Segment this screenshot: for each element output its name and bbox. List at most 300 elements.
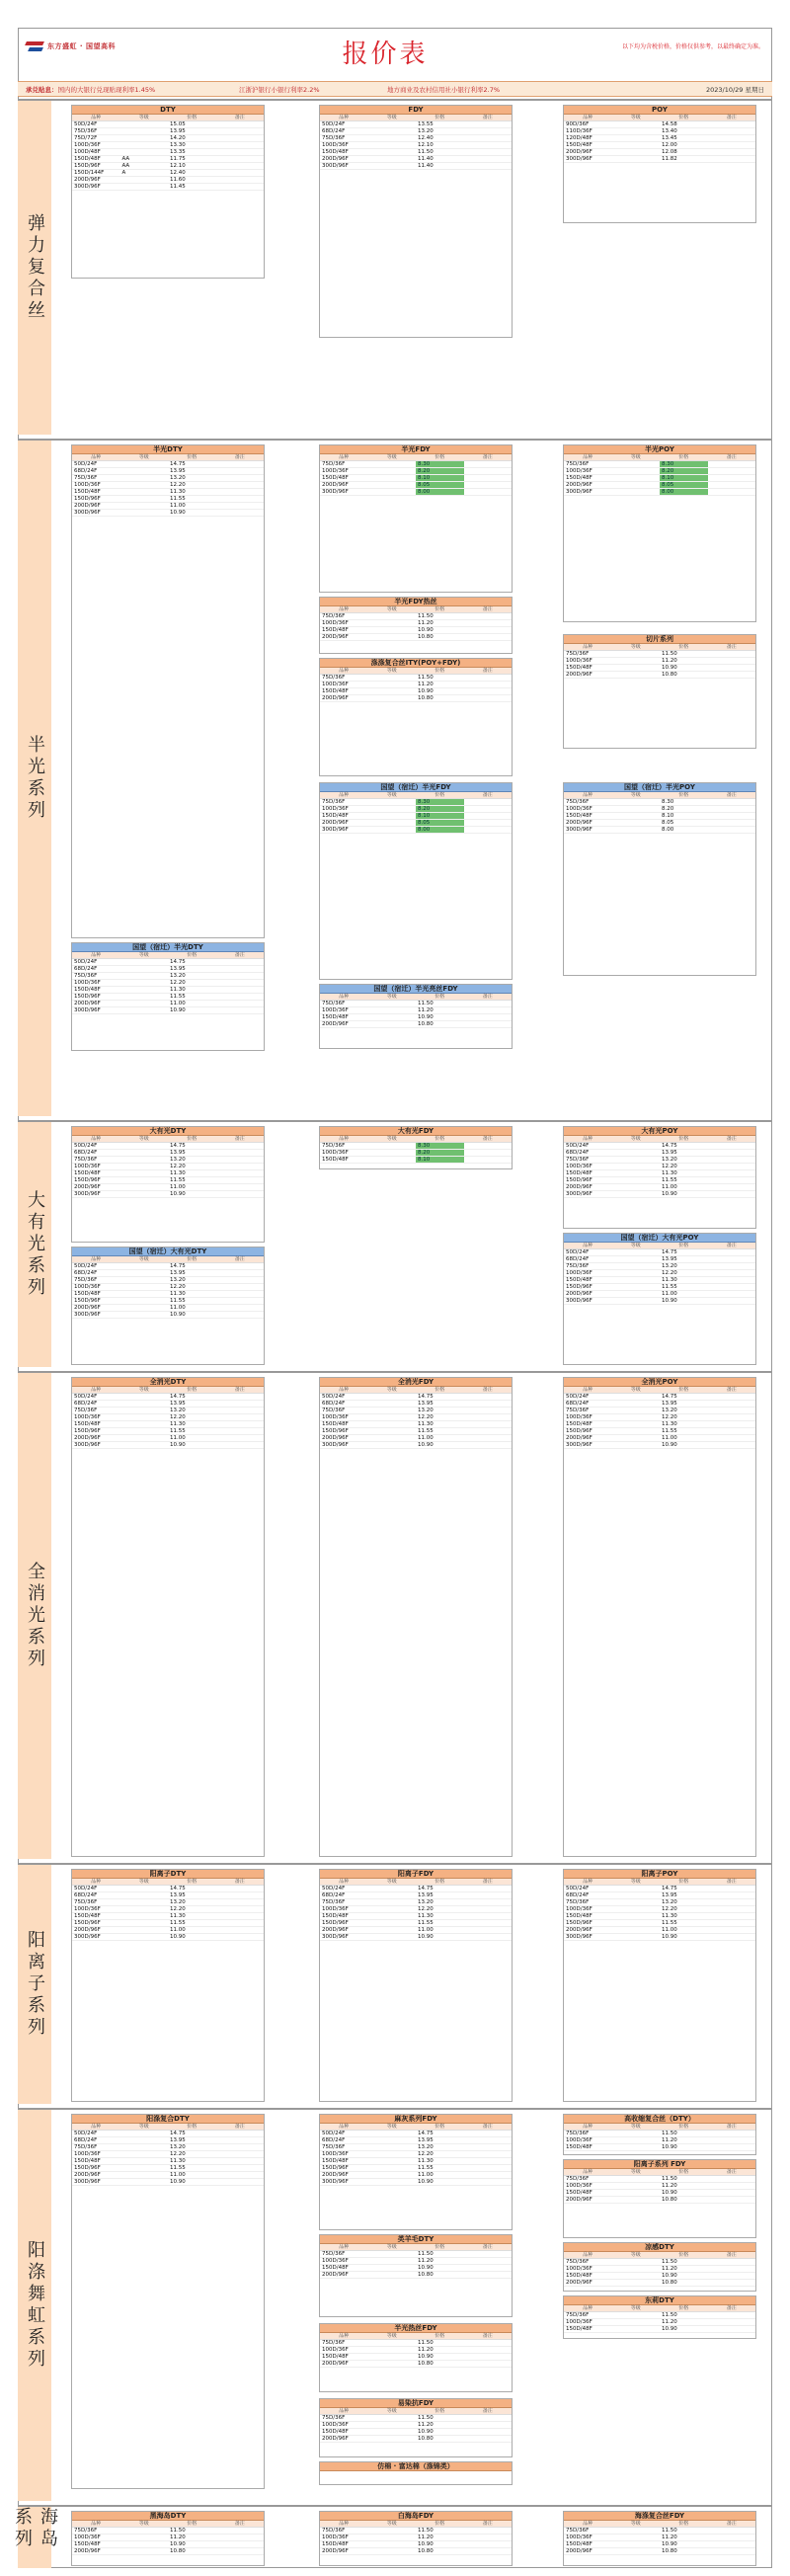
- cell-spec: 50D/24F: [74, 121, 98, 127]
- cell-spec: 200D/96F: [566, 1435, 592, 1441]
- cell-price: 11.55: [170, 1298, 186, 1304]
- cell-note: [216, 496, 265, 502]
- cell-note: [708, 651, 756, 657]
- cell-price: 11.50: [418, 2251, 434, 2257]
- cell-grade: [368, 695, 417, 701]
- cell-grade: [368, 2172, 417, 2178]
- table-row: [564, 1414, 755, 1421]
- cell-spec: 200D/96F: [322, 2361, 349, 2367]
- cell-grade: [120, 121, 169, 127]
- panel-title: 国望（宿迁）大有光POY: [564, 1234, 755, 1243]
- col-price: 价格: [678, 454, 689, 460]
- col-price: 价格: [678, 2252, 689, 2258]
- table-row: [564, 1277, 755, 1284]
- table-row: [320, 827, 512, 834]
- col-spec: 品种: [583, 1136, 593, 1142]
- cell-note: [708, 1270, 756, 1276]
- table-row: [320, 163, 512, 170]
- col-price: 价格: [678, 644, 689, 650]
- cell-note: [464, 1920, 513, 1926]
- cell-spec: 100D/36F: [322, 1007, 349, 1013]
- table-row: [564, 1263, 755, 1270]
- cell-price: 11.50: [662, 2259, 677, 2265]
- cell-spec: 50D/24F: [566, 1143, 590, 1149]
- cell-note: [464, 2158, 513, 2164]
- cell-grade: [612, 1428, 661, 1434]
- column-header: [564, 2252, 755, 2259]
- col-grade: 等级: [630, 1879, 641, 1885]
- table-row: [320, 1934, 512, 1941]
- cell-price: 11.00: [662, 1927, 677, 1933]
- cell-price: 12.10: [418, 142, 434, 148]
- table-row: [72, 2548, 264, 2555]
- panel-title: 大有光DTY: [72, 1127, 264, 1136]
- cell-spec: 200D/96F: [74, 1184, 101, 1190]
- cell-spec: 150D/96F: [566, 1428, 592, 1434]
- cell-note: [464, 142, 513, 148]
- cell-price: 14.75: [170, 959, 186, 965]
- cell-grade: [368, 2165, 417, 2171]
- cell-note: [708, 1920, 756, 1926]
- cell-price: 12.20: [418, 1414, 434, 1420]
- table-row: [564, 1164, 755, 1170]
- panel-title: 国望（宿迁）半光FDY: [320, 783, 512, 792]
- cell-note: [216, 1184, 265, 1190]
- cell-note: [708, 2535, 756, 2540]
- cell-spec: 100D/36F: [566, 1906, 592, 1912]
- cell-note: [216, 489, 265, 495]
- cell-grade: [120, 1927, 169, 1933]
- table-row: [72, 1291, 264, 1298]
- table-row: [320, 2422, 512, 2429]
- panel-title: 大有光FDY: [320, 1127, 512, 1136]
- cell-grade: [612, 1934, 661, 1940]
- cell-spec: 200D/96F: [322, 482, 349, 488]
- col-price: 价格: [187, 952, 198, 958]
- price-panel-gw_semi_dty: [71, 942, 265, 1051]
- col-grade: 等级: [630, 1387, 641, 1393]
- table-row: [72, 170, 264, 177]
- table-row: [320, 2541, 512, 2548]
- cell-grade: [612, 1164, 661, 1169]
- col-spec: 品种: [339, 454, 350, 460]
- cell-note: [216, 1191, 265, 1197]
- cell-grade: [368, 1408, 417, 1413]
- cell-spec: 150D/96F: [322, 1920, 349, 1926]
- cell-spec: 75D/36F: [566, 1408, 590, 1413]
- table-row: [564, 1170, 755, 1177]
- cell-spec: 150D/96F: [74, 994, 101, 1000]
- table-row: [72, 1191, 264, 1198]
- cell-note: [708, 806, 756, 812]
- cell-price: 15.05: [170, 121, 186, 127]
- panel-title: 国望（宿迁）半光DTY: [72, 943, 264, 952]
- cell-grade: [120, 1920, 169, 1926]
- cell-note: [708, 1886, 756, 1892]
- cell-price: 10.90: [662, 2273, 677, 2279]
- cell-price: 13.95: [170, 1892, 186, 1898]
- column-header: [320, 792, 512, 799]
- column-header: [320, 2124, 512, 2131]
- cell-note: [216, 1442, 265, 1448]
- cell-note: [216, 2172, 265, 2178]
- cell-price: 13.20: [418, 128, 434, 134]
- table-row: [320, 688, 512, 695]
- table-row: [72, 1892, 264, 1899]
- cell-spec: 150D/48F: [566, 2326, 592, 2332]
- cell-spec: 75D/36F: [74, 1408, 98, 1413]
- table-row: [72, 489, 264, 496]
- cell-grade: [612, 651, 661, 657]
- cell-note: [708, 1284, 756, 1290]
- table-row: [320, 2158, 512, 2165]
- cell-spec: 90D/36F: [566, 121, 590, 127]
- cell-grade: [612, 1191, 661, 1197]
- cell-price: 11.30: [170, 1170, 186, 1176]
- cell-price: 8.00: [660, 489, 708, 495]
- cell-note: [708, 1298, 756, 1304]
- cell-note: [708, 1892, 756, 1898]
- cell-price: 14.58: [662, 121, 677, 127]
- cell-grade: [368, 2265, 417, 2271]
- table-row: [72, 2165, 264, 2172]
- section-4: [18, 1863, 772, 2104]
- cell-grade: [120, 994, 169, 1000]
- cell-grade: [612, 1408, 661, 1413]
- cell-grade: [120, 959, 169, 965]
- cell-spec: 100D/36F: [566, 806, 592, 812]
- cell-spec: 68D/24F: [566, 1892, 590, 1898]
- cell-spec: 300D/96F: [566, 827, 592, 833]
- cell-grade: [612, 482, 661, 488]
- cell-price: 11.55: [170, 2165, 186, 2171]
- cell-spec: 75D/36F: [566, 2528, 590, 2534]
- cell-spec: 75D/36F: [322, 2528, 346, 2534]
- col-spec: 品种: [91, 952, 102, 958]
- cell-grade: [120, 1284, 169, 1290]
- table-row: [320, 1927, 512, 1934]
- cell-note: [216, 2151, 265, 2157]
- cell-note: [464, 1014, 513, 1020]
- cell-price: 11.30: [662, 1421, 677, 1427]
- panel-title: 仿棉 · 富达棉（涤锦类）: [320, 2462, 512, 2471]
- cell-price: 12.20: [170, 1414, 186, 1420]
- table-row: [564, 121, 755, 128]
- column-header: [320, 994, 512, 1001]
- cell-grade: [612, 1927, 661, 1933]
- cell-grade: [612, 1421, 661, 1427]
- cell-spec: 300D/96F: [74, 2179, 101, 2185]
- cell-spec: 68D/24F: [74, 2137, 98, 2143]
- table-row: [320, 1408, 512, 1414]
- table-row: [72, 2535, 264, 2541]
- cell-spec: 200D/96F: [566, 482, 592, 488]
- discount-info-bar: [18, 81, 772, 97]
- cell-spec: 150D/48F: [74, 156, 101, 162]
- col-price: 价格: [678, 1136, 689, 1142]
- cell-spec: 100D/36F: [74, 1284, 101, 1290]
- table-row: [72, 468, 264, 475]
- cell-spec: 100D/36F: [566, 2535, 592, 2540]
- section-6: [12, 2505, 772, 2568]
- price-notice: 以下均为含税价格，价格仅供参考，以最终确定为准。: [621, 43, 764, 50]
- cell-price: 8.20: [416, 806, 464, 812]
- cell-spec: 100D/36F: [566, 1270, 592, 1276]
- cell-spec: 50D/24F: [74, 461, 98, 467]
- table-row: [564, 142, 755, 149]
- col-spec: 品种: [91, 454, 102, 460]
- table-row: [72, 1150, 264, 1157]
- cell-note: [464, 1913, 513, 1919]
- cell-price: 13.20: [418, 1899, 434, 1905]
- cell-grade: [612, 2312, 661, 2318]
- table-row: [564, 1249, 755, 1256]
- panel-title: 易染抗FDY: [320, 2399, 512, 2408]
- price-panel-full_poy: [563, 1377, 756, 1857]
- cell-spec: 300D/96F: [566, 489, 592, 495]
- cell-price: 14.75: [170, 1263, 186, 1269]
- cell-note: [708, 1277, 756, 1283]
- cell-price: 8.05: [662, 820, 674, 826]
- cell-spec: 100D/36F: [322, 806, 349, 812]
- cell-grade: [368, 2272, 417, 2278]
- column-header: [564, 644, 755, 651]
- section-label-text: 弹力复合丝: [25, 213, 45, 322]
- cell-grade: [368, 627, 417, 633]
- cell-grade: [120, 966, 169, 972]
- cell-note: [216, 2131, 265, 2136]
- cell-grade: [612, 2548, 661, 2554]
- table-row: [72, 987, 264, 994]
- cell-grade: [368, 2144, 417, 2150]
- table-row: [320, 2535, 512, 2541]
- cell-spec: 200D/96F: [566, 2548, 592, 2554]
- price-panel-gw_semi_fdy_hot: [319, 984, 513, 1049]
- col-note: 备注: [726, 1387, 737, 1393]
- cell-spec: 100D/36F: [566, 468, 592, 474]
- cell-price: 13.95: [662, 1150, 677, 1156]
- col-grade: 等级: [630, 1243, 641, 1248]
- col-spec: 品种: [583, 2252, 593, 2258]
- table-row: [72, 1934, 264, 1941]
- cell-price: 13.20: [170, 973, 186, 979]
- table-row: [564, 2280, 755, 2287]
- table-row: [72, 121, 264, 128]
- cell-spec: 300D/96F: [74, 1007, 101, 1013]
- table-row: [72, 496, 264, 503]
- cell-note: [464, 2137, 513, 2143]
- cell-price: 13.95: [662, 1256, 677, 1262]
- price-panel-gw_bright_poy: [563, 1233, 756, 1365]
- cell-note: [216, 142, 265, 148]
- col-spec: 品种: [91, 115, 102, 121]
- cell-price: 10.90: [418, 2429, 434, 2435]
- cell-price: 12.20: [418, 2151, 434, 2157]
- cell-note: [708, 2280, 756, 2286]
- col-note: 备注: [726, 792, 737, 798]
- table-row: [72, 461, 264, 468]
- column-header: [564, 2521, 755, 2528]
- table-row: [564, 1435, 755, 1442]
- table-row: [564, 1428, 755, 1435]
- table-row: [564, 1184, 755, 1191]
- cell-grade: [368, 2361, 417, 2367]
- table-row: [564, 2259, 755, 2266]
- cell-price: 8.20: [660, 468, 708, 474]
- cell-note: [708, 1899, 756, 1905]
- table-row: [72, 1435, 264, 1442]
- table-row: [320, 2361, 512, 2368]
- col-price: 价格: [434, 454, 445, 460]
- table-row: [320, 682, 512, 688]
- cell-note: [216, 1284, 265, 1290]
- section-5: [18, 2108, 772, 2501]
- table-row: [320, 1428, 512, 1435]
- cell-price: 13.20: [418, 2144, 434, 2150]
- cell-note: [464, 128, 513, 134]
- cell-spec: 150D/48F: [322, 2541, 349, 2547]
- cell-spec: 200D/96F: [322, 1927, 349, 1933]
- cell-spec: 300D/96F: [322, 827, 349, 833]
- cell-note: [464, 1899, 513, 1905]
- cell-price: 11.20: [418, 682, 434, 687]
- cell-spec: 100D/36F: [74, 1164, 101, 1169]
- cell-note: [216, 2144, 265, 2150]
- col-note: 备注: [726, 115, 737, 121]
- cell-price: 11.20: [662, 658, 677, 664]
- report-date: 2023/10/29 星期日: [705, 85, 764, 94]
- cell-grade: [612, 1435, 661, 1441]
- column-header: [72, 2521, 264, 2528]
- cell-grade: [612, 475, 661, 481]
- cell-note: [708, 2144, 756, 2150]
- cell-grade: [120, 1298, 169, 1304]
- panel-title: 半光FDY热丝: [320, 598, 512, 606]
- cell-note: [216, 1277, 265, 1283]
- cell-price: 10.90: [662, 1442, 677, 1448]
- cell-price: 11.30: [418, 2158, 434, 2164]
- table-row: [564, 1291, 755, 1298]
- cell-spec: 68D/24F: [74, 966, 98, 972]
- col-spec: 品种: [583, 792, 593, 798]
- cell-spec: 150D/48F: [322, 475, 349, 481]
- cell-spec: 75D/36F: [566, 2259, 590, 2265]
- col-note: 备注: [234, 454, 245, 460]
- cell-grade: [612, 2131, 661, 2136]
- cell-price: 14.20: [170, 135, 186, 141]
- table-row: [72, 482, 264, 489]
- cell-grade: [612, 2176, 661, 2182]
- table-row: [320, 2172, 512, 2179]
- cell-grade: [120, 135, 169, 141]
- table-row: [320, 1913, 512, 1920]
- info-big-bank: 承兑贴息：国内的大银行兑现贴现利率1.45%: [26, 85, 156, 94]
- table-row: [320, 1001, 512, 1007]
- cell-spec: 100D/48F: [74, 149, 101, 155]
- cell-price: 13.20: [418, 1408, 434, 1413]
- price-panel-semi_fdy: [319, 444, 513, 593]
- cell-price: 8.30: [660, 461, 708, 467]
- cell-note: [216, 177, 265, 183]
- table-row: [564, 806, 755, 813]
- cell-grade: [368, 156, 417, 162]
- cell-note: [708, 813, 756, 819]
- cell-note: [464, 827, 513, 833]
- cell-spec: 75D/36F: [566, 799, 590, 805]
- col-price: 价格: [678, 2521, 689, 2527]
- table-row: [72, 177, 264, 184]
- cell-price: 11.00: [170, 1305, 186, 1311]
- cell-grade: [120, 2131, 169, 2136]
- cell-grade: [120, 2528, 169, 2534]
- cell-note: [216, 170, 265, 176]
- cell-price: 13.20: [662, 1263, 677, 1269]
- table-row: [72, 128, 264, 135]
- cell-grade: [120, 142, 169, 148]
- col-spec: 品种: [339, 2521, 350, 2527]
- cell-spec: 200D/96F: [566, 1184, 592, 1190]
- cell-price: 10.90: [662, 2190, 677, 2196]
- cell-spec: 300D/96F: [74, 1312, 101, 1318]
- cell-price: 10.90: [170, 1007, 186, 1013]
- cell-note: [216, 1913, 265, 1919]
- cell-price: 10.80: [418, 2548, 434, 2554]
- cell-grade: [368, 2354, 417, 2360]
- table-row: [72, 1312, 264, 1319]
- cell-price: 14.75: [170, 1394, 186, 1400]
- table-row: [72, 1428, 264, 1435]
- cell-spec: 75D/36F: [74, 1157, 98, 1163]
- cell-note: [216, 1263, 265, 1269]
- cell-price: 11.30: [662, 1170, 677, 1176]
- price-panel-semi_fdy_hot: [319, 597, 513, 654]
- cell-spec: 200D/96F: [566, 2197, 592, 2203]
- cell-price: 11.20: [662, 2266, 677, 2272]
- cell-grade: [120, 1414, 169, 1420]
- table-row: [320, 1394, 512, 1401]
- cell-grade: [120, 489, 169, 495]
- cell-spec: 75D/36F: [322, 2144, 346, 2150]
- cell-grade: [368, 1150, 417, 1156]
- cell-price: 12.20: [170, 482, 186, 488]
- cell-grade: [368, 2131, 417, 2136]
- cell-spec: 200D/96F: [322, 695, 349, 701]
- cell-note: [464, 1408, 513, 1413]
- price-panel-imitation: [319, 2461, 513, 2485]
- cell-note: [464, 1401, 513, 1407]
- cell-note: [216, 2548, 265, 2554]
- cell-note: [708, 475, 756, 481]
- cell-grade: AA: [121, 163, 130, 169]
- cell-spec: 100D/36F: [566, 1414, 592, 1420]
- cell-price: 10.90: [418, 1442, 434, 1448]
- cell-spec: 150D/48F: [566, 1421, 592, 1427]
- table-row: [72, 1298, 264, 1305]
- table-row: [72, 2528, 264, 2535]
- page-title: 报价表: [342, 40, 429, 69]
- cell-grade: [120, 1177, 169, 1183]
- cell-grade: [368, 2528, 417, 2534]
- col-grade: 等级: [386, 2333, 397, 2339]
- panel-title: 阳离子DTY: [72, 1870, 264, 1879]
- cell-spec: 150D/48F: [74, 1291, 101, 1297]
- cell-price: 10.90: [170, 510, 186, 516]
- col-price: 价格: [187, 1879, 198, 1885]
- cell-grade: [612, 1184, 661, 1190]
- cell-price: 8.10: [416, 475, 464, 481]
- cell-price: 13.20: [662, 1157, 677, 1163]
- cell-price: 11.20: [418, 2258, 434, 2264]
